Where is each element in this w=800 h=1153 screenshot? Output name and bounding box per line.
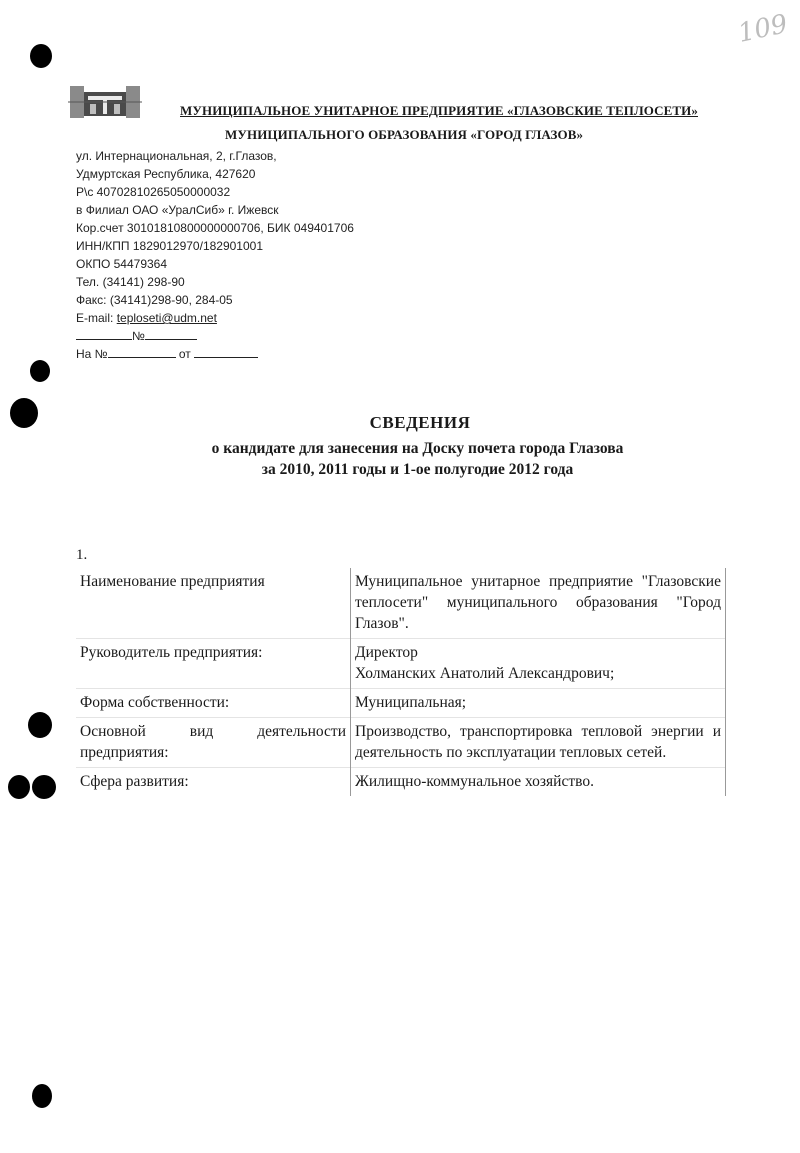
bank-name-line: в Филиал ОАО «УралСиб» г. Ижевск (76, 203, 279, 217)
email-link[interactable]: teploseti@udm.net (116, 311, 217, 325)
punch-hole (30, 44, 52, 68)
punch-hole (32, 775, 56, 799)
table-row (76, 718, 726, 768)
punch-hole (32, 1084, 52, 1108)
row-label: Руководитель предприятия: (76, 639, 351, 689)
director-name: Холманских Анатолий Александрович; (355, 665, 615, 682)
row-value: Муниципальное унитарное предприятие "Глазовские теплосети" муниципального образования "Город Глазов". (351, 568, 726, 639)
corr-account-line: Кор.счет 30101810800000000706, БИК 049401706 (76, 221, 354, 235)
document-title: СВЕДЕНИЯ (369, 413, 471, 432)
row-label: Сфера развития: (76, 768, 351, 797)
fax-line: Факс: (34141)298-90, 284-05 (76, 293, 233, 307)
table-row (76, 568, 726, 639)
outgoing-number-line (76, 327, 354, 345)
blank-field (145, 327, 197, 340)
row-label: Основной вид деятельности предприятия: (76, 718, 351, 768)
company-address-block (76, 147, 354, 363)
table-row (76, 768, 726, 797)
page-number: 109 (735, 9, 791, 49)
row-value: Жилищно-коммунальное хозяйство. (351, 768, 726, 797)
section-number: 1. (76, 547, 88, 563)
document-subtitle-line2: за 2010, 2011 годы и 1-ое полугодие 2012 года (261, 461, 574, 478)
number-sign: № (132, 329, 145, 343)
candidate-info-table (76, 568, 726, 796)
org-name-line2: МУНИЦИПАЛЬНОГО ОБРАЗОВАНИЯ «ГОРОД ГЛАЗОВ» (225, 127, 584, 142)
email-line (76, 309, 354, 327)
row-value: Муниципальная; (351, 689, 726, 718)
reference-line (76, 345, 354, 363)
director-position: Директор (355, 644, 418, 661)
company-logo (68, 80, 142, 124)
email-label: E-mail: (76, 311, 114, 325)
document-subtitle-line1: о кандидате для занесения на Доску почета города Глазова (211, 440, 624, 457)
row-value (351, 639, 726, 689)
phone-line: Тел. (34141) 298-90 (76, 275, 185, 289)
address-line: ул. Интернациональная, 2, г.Глазов, (76, 149, 277, 163)
address-line: Удмуртская Республика, 427620 (76, 167, 256, 181)
row-label: Наименование предприятия (76, 568, 351, 639)
okpo-line: ОКПО 54479364 (76, 257, 168, 271)
punch-hole (8, 775, 30, 799)
punch-hole (28, 712, 52, 738)
blank-field (108, 345, 176, 358)
inn-kpp-line: ИНН/КПП 1829012970/182901001 (76, 239, 264, 253)
table-row (76, 639, 726, 689)
table-row (76, 689, 726, 718)
reference-prefix: На № (76, 347, 108, 361)
row-value: Производство, транспортировка тепловой энергии и деятельность по эксплуатации тепловых сетей. (351, 718, 726, 768)
bank-account-line: Р\с 40702810265050000032 (76, 185, 231, 199)
row-label: Форма собственности: (76, 689, 351, 718)
blank-field (194, 345, 258, 358)
blank-field (76, 327, 132, 340)
org-name-line1: МУНИЦИПАЛЬНОЕ УНИТАРНОЕ ПРЕДПРИЯТИЕ «ГЛАЗОВСКИЕ ТЕПЛОСЕТИ» (180, 103, 698, 118)
reference-from: от (178, 347, 191, 361)
punch-hole (30, 360, 50, 382)
